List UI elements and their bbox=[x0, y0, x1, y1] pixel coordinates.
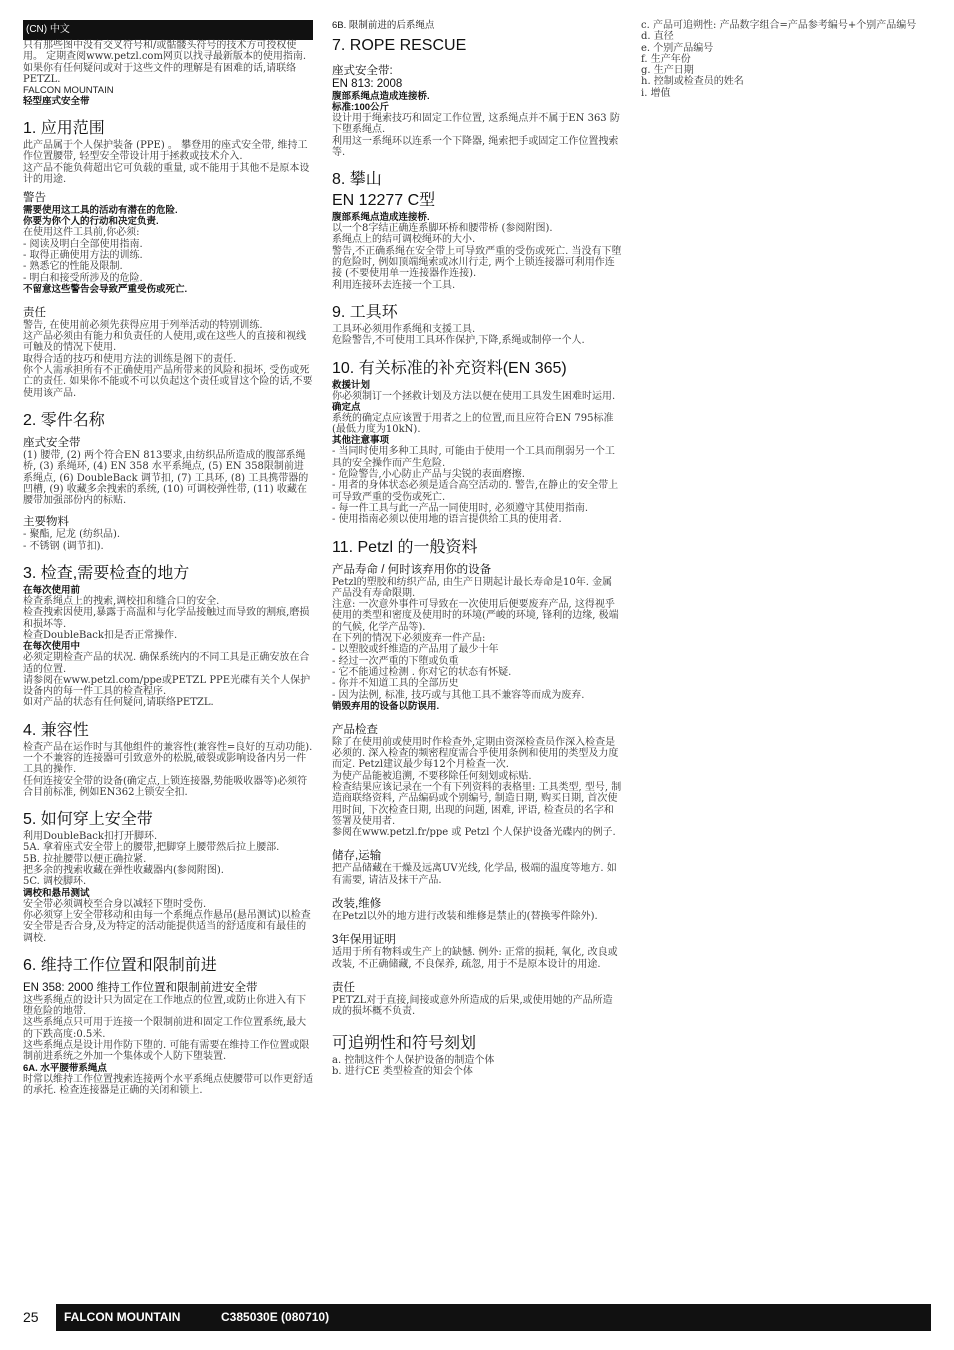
section-5-text: 利用DoubleBack扣打开脚环. 5A. 拿着座式安全带上的腰带,把脚穿上腰带然后拉上腰部. 5B. 拉扯腰带以便正确拉紧. 把多余的拽索收藏在弹性收藏器内(参阅附图). 5C. 调校脚环. bbox=[23, 831, 280, 888]
section-5-adjust-text: 安全带必须调校至合身以减轻下堕时受伤. 你必须穿上安全带移动和由每一个系绳点作悬吊(悬吊测试)以检查安全带是否合身,及为特定的活动能提供适当的舒适度和有最佳的调校. bbox=[23, 898, 311, 944]
section-6b-title: 6B. 限制前进的后系绳点 bbox=[332, 20, 435, 31]
section-4-text: 检查产品在运作时与其他组件的兼容性(兼容性=良好的互动功能). 一个不兼容的连接器可引致意外的松脱,破裂或影响设备内另一件工具的操作. 任何连接安全带的设备(确定点,上锁连接器,势能吸收器等)必须符合目前标准, 例如EN362上锁安全扣. bbox=[23, 741, 313, 798]
section-5-title: 5. 如何穿上安全带 bbox=[23, 811, 153, 829]
section-7-bold-1: 腹部系绳点造成连接桥. bbox=[332, 91, 430, 102]
section-7-title: 7. ROPE RESCUE bbox=[332, 37, 467, 54]
section-7-bold-2: 标准:100公斤 bbox=[332, 102, 390, 113]
warning-bold-1: 需要使用这工具的活动有潜在的危险. bbox=[23, 205, 178, 217]
section-10-other-title: 其他注意事项 bbox=[332, 435, 390, 447]
column-1 bbox=[23, 20, 313, 1096]
section-10-rescue-text: 你必须制订一个拯救计划及方法以便在使用工具发生困难时运用. bbox=[332, 390, 616, 402]
section-1-title: 1. 应用范围 bbox=[23, 120, 105, 138]
section-11-inspection-text: 除了在使用前或使用时作检查外,定期由资深检查员作深入检查是必须的. 深入检查的频密程度需合乎使用条例和使用的类型及力度而定. Petzl建议最少每12个月检查一次. 为使产品能被追溯, 不要移除任何刻划或标贴. 检查结果应该记录在一个有下列资料的表格里: 工具类型, 型号, 制造商联络资料, 产品编码或个别编号, 制造日期, 购买日期, 首次使用时间, 下次检查日期, 出现的问题, 困难, 评语, 检查员的名字和签署及使用者. 参阅在www.petzl.fr/ppe 或 Petzl 个人保护设备光碟内的例子. bbox=[332, 736, 622, 839]
section-8-title-2: EN 12277 C型 bbox=[332, 192, 436, 210]
product-desc: 轻型座式安全带 bbox=[23, 96, 90, 108]
section-11-modify-title: 改装,维修 bbox=[332, 898, 382, 911]
section-2-sub-materials: 主要物料 bbox=[23, 516, 69, 529]
section-6a-text: 时常以维持工作位置拽索连接两个水平系绳点使腰带可以作更舒适的承托. 检查连接器是正确的关闭和锁上. bbox=[23, 1073, 313, 1096]
warning-line: - 阅读及明白全部使用指南. bbox=[23, 238, 143, 250]
responsibility-title: 责任 bbox=[23, 306, 46, 319]
section-11-modify-text: 在Petzl以外的地方进行改装和维修是禁止的(替换零件除外). bbox=[332, 911, 598, 923]
warning-line: - 取得正确使用方法的训练. bbox=[23, 249, 143, 261]
section-11-warranty-title: 3年保用证明 bbox=[332, 934, 396, 947]
section-7-text: 设计用于绳索技巧和固定工作位置, 这系绳点并不属于EN 363 防下堕系绳点. 利用这一系绳环以连系一个下降器, 绳索把手或固定工作位置拽索等. bbox=[332, 113, 620, 158]
section-3-during-text: 必须定期检查产品的状况. 确保系统内的不同工具是正确安放在合适的位置. 请参阅在www.petzl.com/ppe或PETZL PPE光碟有关个人保护设备内的每一件工具的检查程序. 如对产品的状态有任何疑问,请联络PETZL. bbox=[23, 652, 311, 709]
section-11-title: 11. Petzl 的一般资料 bbox=[332, 538, 478, 556]
section-6-title: 6. 维持工作位置和限制前进 bbox=[23, 956, 217, 974]
section-11-inspection-title: 产品检查 bbox=[332, 723, 378, 736]
intro-para-1: 只有那些图中没有交叉符号和/或骷髅头符号的技术方可授权使用。 定期查阅www.petzl.com网页以找寻最新版本的使用指南. bbox=[23, 40, 307, 63]
footer-bar bbox=[56, 1304, 931, 1331]
section-11-lifetime-title: 产品寿命 / 何时该弃用你的设备 bbox=[332, 563, 492, 576]
warning-line: 在使用这件工具前,你必须: bbox=[23, 227, 140, 239]
footer bbox=[23, 1304, 931, 1331]
section-8-bold: 腹部系绳点造成连接桥. bbox=[332, 212, 430, 224]
section-3-before-text: 检查系绳点上的拽索,调校扣和缝合口的安全. 检查拽索因使用,暴露于高温和与化学品接触过而导致的割痕,磨损和损坏等. 检查DoubleBack扣是否正常操作. bbox=[23, 596, 310, 641]
section-7-standard: EN 813: 2008 bbox=[332, 78, 403, 90]
footer-product: FALCON MOUNTAIN bbox=[64, 1310, 181, 1324]
section-12-title: 可追朔性和符号刻划 bbox=[332, 1034, 477, 1052]
section-2-title: 2. 零件名称 bbox=[23, 411, 105, 429]
column-3 bbox=[641, 20, 931, 99]
warning-title: 警告 bbox=[23, 192, 46, 205]
marking-list: c. 产品可追朔性: 产品数字组合=产品参考编号+个别产品编号 d. 直径 e. 个别产品编号 f. 生产年份 g. 生产日期 h. 控制或检查员的姓名 i. 增值 bbox=[641, 20, 917, 99]
intro-para-2: 如果你有任何疑问或对于这些文件的理解是有困难的话,请联络PETZL. bbox=[23, 62, 297, 85]
section-11-lifetime-text: Petzl的塑胶和纺织产品, 由生产日期起计最长寿命是10年. 金属产品没有寿命限期. 注意: 一次意外事件可导致在一次使用后便要废弃产品, 这得视乎使用的类型和密度及使用时的环境(严峻的环境, 锋利的边缘, 极端的气候, 化学产品等). 在下列的情况下必须废弃一件产品: - 以塑胶或纤维造的产品用了最少十年 - 经过一次严重的下堕或负重 - 它不能通过检测 . 你对它的状态有怀疑. - 你并不知道工具的全部历史 - 因为法例, 标准, 技巧或与其他工具不兼容等而成为废弃. bbox=[332, 576, 619, 701]
section-3-during-use: 在每次使用中 bbox=[23, 641, 81, 653]
section-9-title: 9. 工具环 bbox=[332, 303, 398, 321]
section-3-title: 3. 检查,需要检查的地方 bbox=[23, 565, 190, 583]
section-1-para-1: 此产品属于个人保护装备 (PPE) 。 攀登用的座式安全带, 维持工作位置腰带, 轻型安全带设计用于拯救或技术介入. bbox=[23, 140, 308, 163]
warning-line: - 熟悉它的性能及限制. bbox=[23, 261, 123, 273]
section-12-text: a. 控制这件个人保护设备的制造个体 b. 进行CE 类型检查的知会个体 bbox=[332, 1054, 495, 1077]
section-6-text: 这些系绳点的设计只为固定在工作地点的位置,或防止你进入有下堕危险的地带. 这些系绳点只可用于连接一个限制前进和固定工作位置系统,最大的下跌高度:0.5米. 这些系绳点是设计用作防下堕的. 可能有需要在维持工作位置或限制前进系统之外加一个集体或个人防下堕装置. bbox=[23, 994, 310, 1063]
section-2-parts-text: (1) 腰带, (2) 两个符合EN 813要求,由纺织品所造成的腹部系绳桥, (3) 系绳环, (4) EN 358 水平系绳点, (5) EN 358限制前进系绳点, (6) DoubleBack 调节扣, (7) 工具环, (8) 工具携带器的凹槽, (9) 收藏多余拽索的系统, (10) 可调校弹性带, (11) 收藏在腰带加强部份内的标贴. bbox=[23, 449, 309, 507]
section-11-storage-text: 把产品储藏在干燥及远离UV光线, 化学品, 极端的温度等地方. 如有需要, 请洁及抹干产品. bbox=[332, 863, 617, 886]
section-10-anchor-title: 确定点 bbox=[332, 401, 361, 413]
section-8-title: 8. 攀山 bbox=[332, 171, 382, 189]
section-3-before-use: 在每次使用前 bbox=[23, 585, 81, 597]
section-11-resp-title: 责任 bbox=[332, 981, 355, 994]
section-10-anchor-text: 系统的确定点应该置于用者之上的位置,而且应符合EN 795标准 (最低力度为10kN). bbox=[332, 412, 614, 436]
section-11-resp-text: PETZL对于直接,间接或意外所造成的后果,或使用她的产品所造成的损坏概不负责. bbox=[332, 994, 613, 1018]
section-2-materials-text: - 聚酯, 尼龙 (纺织品). - 不锈钢 (调节扣). bbox=[23, 529, 121, 552]
product-name: FALCON MOUNTAIN bbox=[23, 85, 114, 97]
responsibility-text: 警告, 在使用前必须先获得应用于列举活动的特别训练. 这产品必须由有能力和负责任的人使用,或在这些人的直接和视线可触及的情况下使用. 取得合适的技巧和使用方法的训练是阁下的责任. 你个人需承担所有不正确使用产品所带来的风险和损坏, 受伤或死亡的责任. 如果你不能或不可以负起这个责任或冒这个险的话,不要使用该产品. bbox=[23, 319, 313, 399]
section-10-other-text: - 当同时使用多种工具时, 可能由于使用一个工具而削弱另一个工具的安全操作而产生危险. - 危险警告,小心防止产品与尖锐的表面磨擦. - 用者的身体状态必须是适合高空活动的. 警告,在静止的安全带上可导致严重的受伤或死亡. - 每一件工具与此一产品一同使用时, 必须遵守其使用指南. - 使用指南必须以使用地的语言提供给工具的使用者. bbox=[332, 446, 619, 526]
section-6a-title: 6A. 水平腰带系绳点 bbox=[23, 1062, 107, 1074]
warning-line: - 明白和接受所涉及的危险. bbox=[23, 272, 143, 284]
section-2-sub-harness: 座式安全带 bbox=[23, 436, 81, 449]
section-11-storage-title: 储存,运输 bbox=[332, 850, 382, 863]
section-4-title: 4. 兼容性 bbox=[23, 721, 89, 739]
section-9-text: 工具环必须用作系绳和支援工具. 危险警告,不可使用工具环作保护,下降,系绳或制停一个人. bbox=[332, 323, 585, 347]
section-1-para-2: 这产品不能负荷超出它可负载的重量, 或不能用于其他不是原本设计的用途. bbox=[23, 162, 310, 186]
page-number: 25 bbox=[23, 1309, 39, 1325]
column-2 bbox=[332, 20, 622, 1077]
section-7-sub: 座式安全带: bbox=[332, 65, 393, 77]
footer-reference: C385030E (080710) bbox=[221, 1310, 330, 1324]
section-5-adjust-title: 调校和悬吊测试 bbox=[23, 887, 90, 899]
section-10-title: 10. 有关标准的补充资料(EN 365) bbox=[332, 359, 567, 377]
section-11-destroy: 销毁弃用的设备以防误用. bbox=[332, 700, 440, 712]
section-6-sub: EN 358: 2000 维持工作位置和限制前进安全带 bbox=[23, 981, 258, 994]
language-tag: (CN) 中文 bbox=[23, 20, 313, 40]
section-10-rescue-title: 救援计划 bbox=[332, 379, 371, 391]
section-8-text: 以一个8字结正确连系脚环桥和腰带桥 (参阅附图). 系绳点上的结可调校绳环的大小. 警告,不正确系绳在安全带上可导致严重的受伤或死亡. 当没有下堕的危险时, 例如顶端绳索或冰川行走, 两个上锁连接器可利用作连接 (不要使用单一连接器作连接). 利用连接环去连接一个工具. bbox=[332, 223, 622, 291]
section-11-warranty-text: 适用于所有物料或生产上的缺憾. 例外: 正常的损耗, 氧化, 改良或改装, 不正确储藏, 不良保养, 疏忽, 用于不是原本设计的用途. bbox=[332, 947, 618, 970]
warning-bold-3: 不留意这些警告会导致严重受伤或死亡. bbox=[23, 283, 188, 295]
warning-bold-2: 你要为你个人的行动和决定负责. bbox=[23, 216, 159, 228]
